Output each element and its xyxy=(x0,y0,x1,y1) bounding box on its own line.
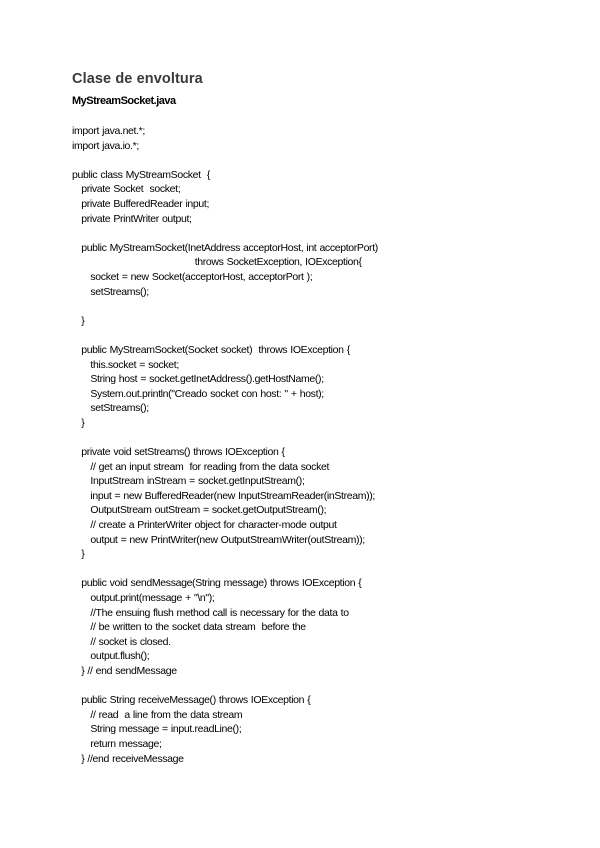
code-line: return message; xyxy=(72,737,162,750)
code-line: // create a PrinterWriter object for character-mode output xyxy=(72,519,337,532)
code-listing xyxy=(72,124,378,766)
code-line: output.print(message + "\n"); xyxy=(72,592,215,604)
code-line: import java.io.*; xyxy=(72,139,139,152)
code-line: import java.net.*; xyxy=(72,125,145,137)
code-line xyxy=(72,679,378,694)
code-line: setStreams(); xyxy=(72,285,149,298)
code-line: } xyxy=(72,314,85,327)
section-heading: Clase de envoltura xyxy=(72,71,203,87)
code-line: public class MyStreamSocket { xyxy=(72,168,210,181)
code-line xyxy=(72,299,378,314)
code-line: output = new PrintWriter(new OutputStreamWriter(outStream)); xyxy=(72,533,365,546)
code-line: InputStream inStream = socket.getInputStream(); xyxy=(72,475,305,488)
file-name: MyStreamSocket.java xyxy=(72,95,176,107)
code-line: OutputStream outStream = socket.getOutputStream(); xyxy=(72,504,327,517)
code-line: public MyStreamSocket(InetAddress acceptorHost, int acceptorPort) xyxy=(72,241,378,254)
code-line: } //end receiveMessage xyxy=(72,752,184,765)
code-line: private Socket socket; xyxy=(72,183,181,196)
code-line: setStreams(); xyxy=(72,402,149,415)
code-line: // socket is closed. xyxy=(72,635,171,648)
code-line: } // end sendMessage xyxy=(72,664,177,677)
code-line: socket = new Socket(acceptorHost, acceptorPort ); xyxy=(72,270,313,283)
code-line: private PrintWriter output; xyxy=(72,212,192,225)
code-line: private void setStreams() throws IOException { xyxy=(72,446,285,459)
code-line: String message = input.readLine(); xyxy=(72,723,242,736)
code-line: String host = socket.getInetAddress().getHostName(); xyxy=(72,373,324,386)
code-line: private BufferedReader input; xyxy=(72,197,210,210)
code-line: public String receiveMessage() throws IOException { xyxy=(72,694,311,707)
code-line: } xyxy=(72,416,85,429)
code-line xyxy=(72,328,378,343)
code-line: this.socket = socket; xyxy=(72,358,179,371)
code-line xyxy=(72,562,378,577)
code-line: } xyxy=(72,548,85,561)
code-line: public MyStreamSocket(Socket socket) throws IOException { xyxy=(72,343,350,356)
code-line: input = new BufferedReader(new InputStreamReader(inStream)); xyxy=(72,489,375,502)
code-line xyxy=(72,226,378,241)
code-line: // read a line from the data stream xyxy=(72,708,243,721)
code-line: throws SocketException, IOException{ xyxy=(72,256,362,269)
code-line: // get an input stream for reading from the data socket xyxy=(72,460,330,473)
code-line: public void sendMessage(String message) throws IOException { xyxy=(72,577,362,590)
code-line: //The ensuing flush method call is necessary for the data to xyxy=(72,606,349,619)
code-line xyxy=(72,153,378,168)
code-line: System.out.println("Creado socket con host: " + host); xyxy=(72,387,324,400)
code-line xyxy=(72,430,378,445)
code-line: // be written to the socket data stream before the xyxy=(72,621,306,634)
code-line: output.flush(); xyxy=(72,650,150,663)
